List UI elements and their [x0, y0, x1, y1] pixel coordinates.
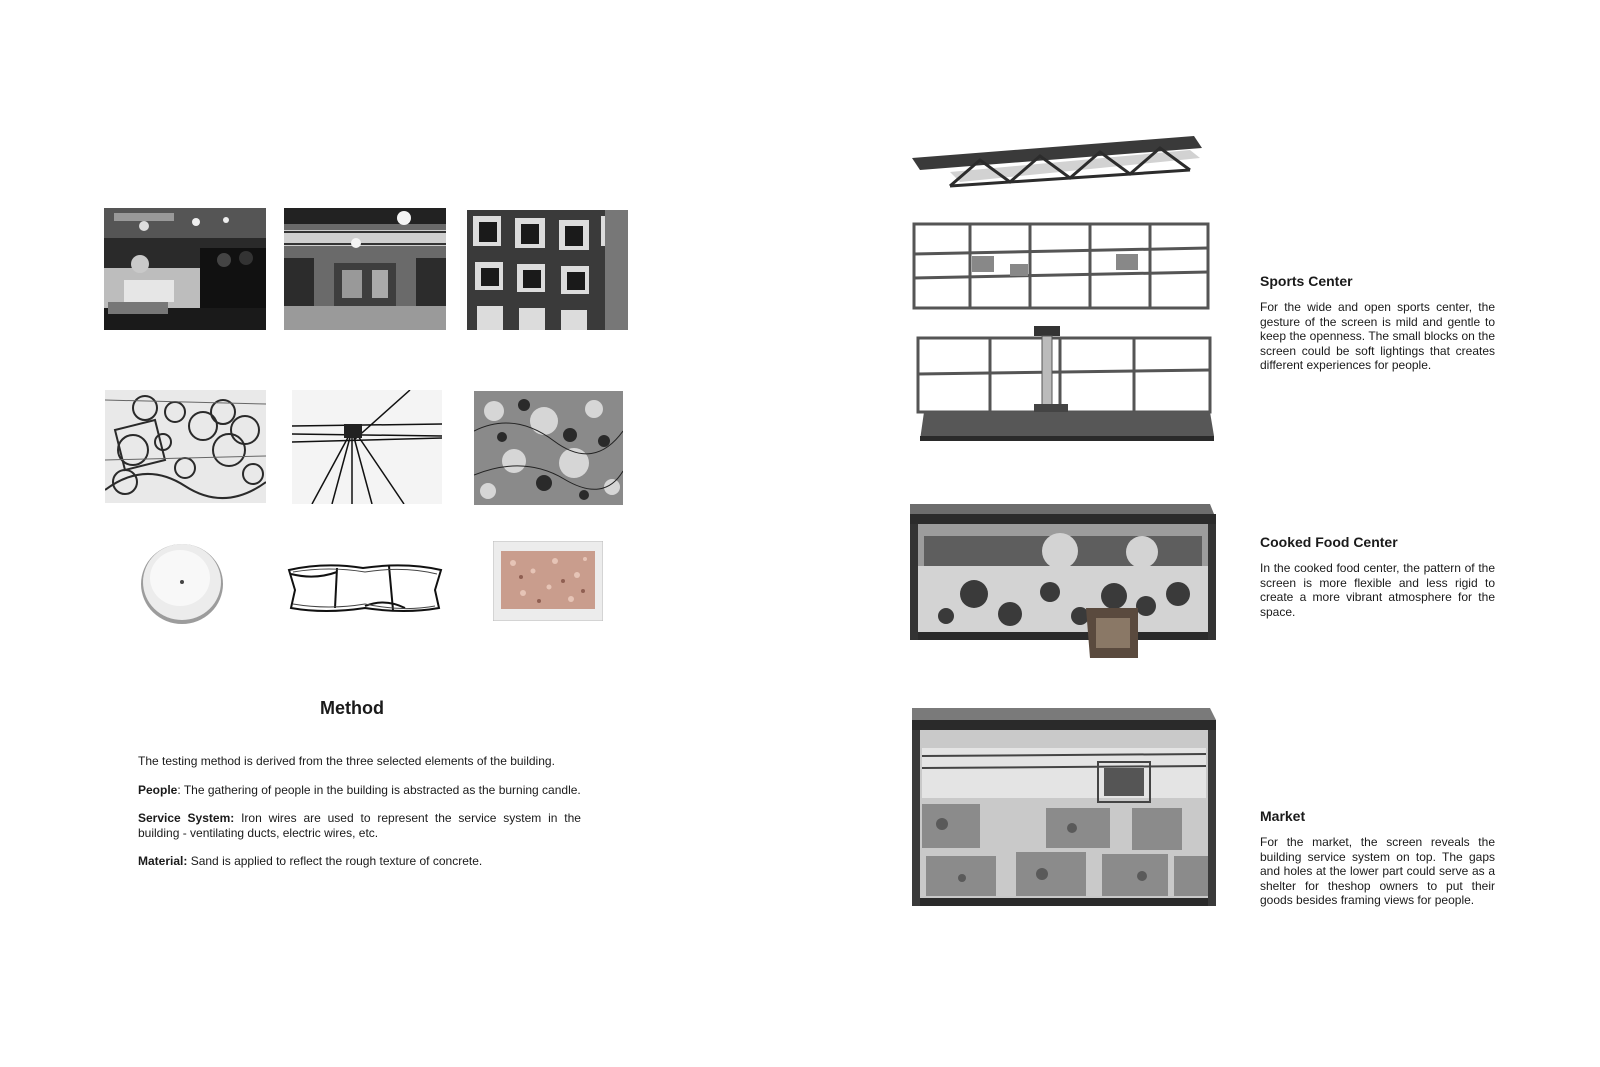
sports-center-model-photo — [910, 130, 1230, 455]
section-title: Cooked Food Center — [1260, 534, 1398, 550]
method-item-label: Material: — [138, 854, 188, 868]
sports-center-section — [1260, 273, 1495, 373]
people-sketch — [105, 390, 266, 503]
method-item-people: People: The gathering of people in the building is abstracted as the burning candle. — [138, 782, 581, 797]
market-model-photo — [912, 704, 1222, 914]
method-intro: The testing method is derived from the three selected elements of the building. — [138, 754, 555, 768]
section-description: For the wide and open sports center, the gesture of the screen is mild and gentle to keep the openness. The small blocks on the screen could be soft lightings that creates different experiences for people. — [1260, 300, 1495, 372]
method-item-text: Iron wires are used to represent the service system in the building - ventilating ducts, electric wires, etc. — [138, 811, 581, 840]
sand-model-photo — [493, 541, 603, 621]
method-item-label: Service System: — [138, 811, 235, 825]
method-item-text: The gathering of people in the building is abstracted as the burning candle. — [183, 782, 581, 797]
cooked-food-center-model-photo — [910, 496, 1220, 666]
section-title: Market — [1260, 808, 1306, 824]
concrete-texture-sketch — [474, 391, 623, 505]
method-item-text: Sand is applied to reflect the rough texture of concrete. — [190, 854, 483, 868]
building-corridor-photo — [284, 208, 446, 330]
concrete-facade-photo — [467, 210, 628, 330]
method-description — [138, 754, 581, 883]
wires-sketch — [292, 390, 442, 504]
market-section — [1260, 808, 1495, 908]
iron-wire-model-photo — [285, 560, 445, 616]
candle-model-photo — [138, 538, 226, 626]
market-interior-photo — [104, 208, 266, 330]
method-item-service-system — [138, 811, 581, 840]
section-description: In the cooked food center, the pattern of the screen is more flexible and less rigid to create a more vibrant atmosphere for the space. — [1260, 561, 1495, 619]
method-title: Method — [320, 698, 384, 718]
method-item-label: People — [138, 782, 178, 797]
section-description: For the market, the screen reveals the building service system on top. The gaps and holes at the lower part could serve as a shelter for theshop owners to put their goods besides framing views for people. — [1260, 835, 1495, 907]
section-title: Sports Center — [1260, 273, 1353, 289]
cooked-food-center-section — [1260, 534, 1495, 619]
method-item-material — [138, 854, 581, 869]
